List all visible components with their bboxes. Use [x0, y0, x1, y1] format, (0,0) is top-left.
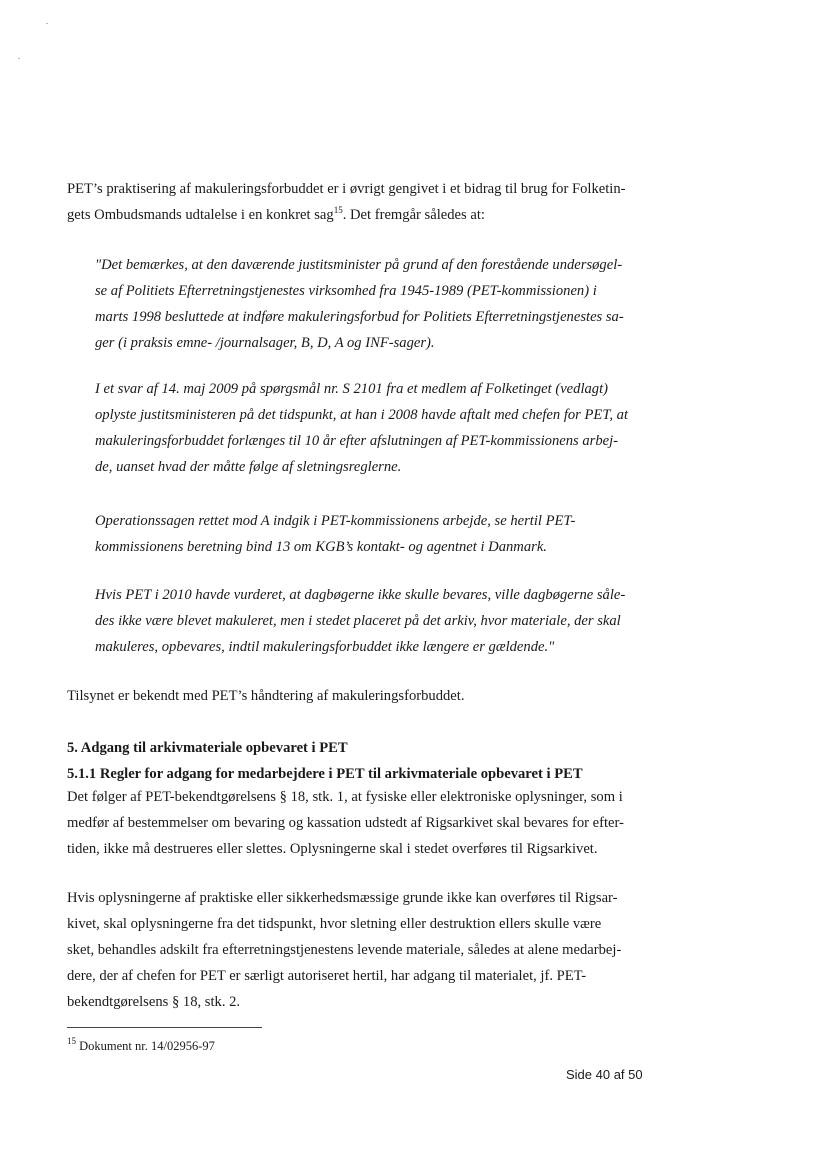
- footnote-number: 15: [67, 1036, 76, 1046]
- section-heading-5-1-1: 5.1.1 Regler for adgang for medarbejdere i PET til arkivmateriale opbevaret i PET: [67, 766, 583, 782]
- quote-line: des ikke være blevet makuleret, men i stedet placeret på det arkiv, hvor materiale, der skal: [95, 613, 621, 629]
- section-heading-5: 5. Adgang til arkivmateriale opbevaret i PET: [67, 740, 348, 756]
- footnote-separator: [67, 1027, 262, 1028]
- quote-line: oplyste justitsministeren på det tidspunkt, at han i 2008 havde aftalt med chefen for PET, at: [95, 407, 629, 423]
- quote-line: makuleringsforbuddet forlænges til 10 år efter afslutningen af PET-kommissionens arbej-: [95, 433, 619, 449]
- footnote-text: Dokument nr. 14/02956-97: [76, 1039, 215, 1053]
- footnote-reference: 15: [333, 205, 343, 215]
- separate-handling-line: kivet, skal oplysningerne fra det tidspunkt, hvor sletning eller destruktion ellers skulle være: [67, 916, 602, 932]
- rules-line: medfør af bestemmelser om bevaring og kassation udstedt af Rigsarkivet skal bevares for efter-: [67, 815, 624, 831]
- intro-line-2-text: gets Ombudsmands udtalelse i en konkret sag: [67, 207, 334, 223]
- page-number: Side 40 af 50: [566, 1067, 643, 1082]
- separate-handling-line: sket, behandles adskilt fra efterretningstjenestens levende materiale, således at alene medarbej-: [67, 942, 622, 958]
- intro-paragraph: [67, 176, 637, 228]
- quote-line: marts 1998 besluttede at indføre makuleringsforbud for Politiets Efterretningstjenestes sa-: [95, 309, 624, 325]
- quote-line: de, uanset hvad der måtte følge af sletningsreglerne.: [95, 459, 402, 475]
- footnote: [67, 1038, 215, 1054]
- scan-speck: [46, 23, 48, 24]
- tilsynet-paragraph: [67, 683, 637, 709]
- scan-speck: [18, 58, 20, 59]
- quote-line: Operationssagen rettet mod A indgik i PET-kommissionens arbejde, se hertil PET-: [95, 513, 576, 529]
- quote-paragraph-2: [95, 376, 637, 480]
- separate-handling-paragraph: [67, 885, 637, 1015]
- quote-line: kommissionens beretning bind 13 om KGB’s kontakt- og agentnet i Danmark.: [95, 539, 547, 555]
- quote-line: I et svar af 14. maj 2009 på spørgsmål nr. S 2101 fra et medlem af Folketinget (vedlagt): [95, 381, 609, 397]
- rules-line: tiden, ikke må destrueres eller slettes. Oplysningerne skal i stedet overføres til Rigsarkivet.: [67, 841, 598, 857]
- rules-line: Det følger af PET-bekendtgørelsens § 18, stk. 1, at fysiske eller elektroniske oplysninger, som i: [67, 789, 623, 805]
- separate-handling-line: bekendtgørelsens § 18, stk. 2.: [67, 994, 241, 1010]
- quote-paragraph-3: [95, 508, 637, 560]
- intro-line-2: [67, 202, 637, 228]
- tilsynet-line: Tilsynet er bekendt med PET’s håndtering af makuleringsforbuddet.: [67, 688, 465, 704]
- quote-paragraph-4: [95, 582, 637, 660]
- separate-handling-line: Hvis oplysningerne af praktiske eller sikkerhedsmæssige grunde ikke kan overføres til Rigsar-: [67, 890, 618, 906]
- quote-paragraph-1: [95, 252, 637, 356]
- rules-paragraph: [67, 784, 637, 862]
- quote-line: Hvis PET i 2010 havde vurderet, at dagbøgerne ikke skulle bevares, ville dagbøgerne såle-: [95, 587, 626, 603]
- separate-handling-line: dere, der af chefen for PET er særligt autoriseret hertil, har adgang til materialet, jf. PET-: [67, 968, 587, 984]
- quote-line: "Det bemærkes, at den daværende justitsminister på grund af den forestående undersøgel-: [95, 257, 623, 273]
- quote-line: makuleres, opbevares, indtil makuleringsforbuddet ikke længere er gældende.": [95, 639, 555, 655]
- intro-line-2-tail: . Det fremgår således at:: [342, 207, 485, 223]
- quote-line: ger (i praksis emne- /journalsager, B, D, A og INF-sager).: [95, 335, 435, 351]
- quote-line: se af Politiets Efterretningstjenestes virksomhed fra 1945-1989 (PET-kommissionen) i: [95, 283, 597, 299]
- intro-line-1: PET’s praktisering af makuleringsforbuddet er i øvrigt gengivet i et bidrag til brug for Folketin-: [67, 181, 626, 197]
